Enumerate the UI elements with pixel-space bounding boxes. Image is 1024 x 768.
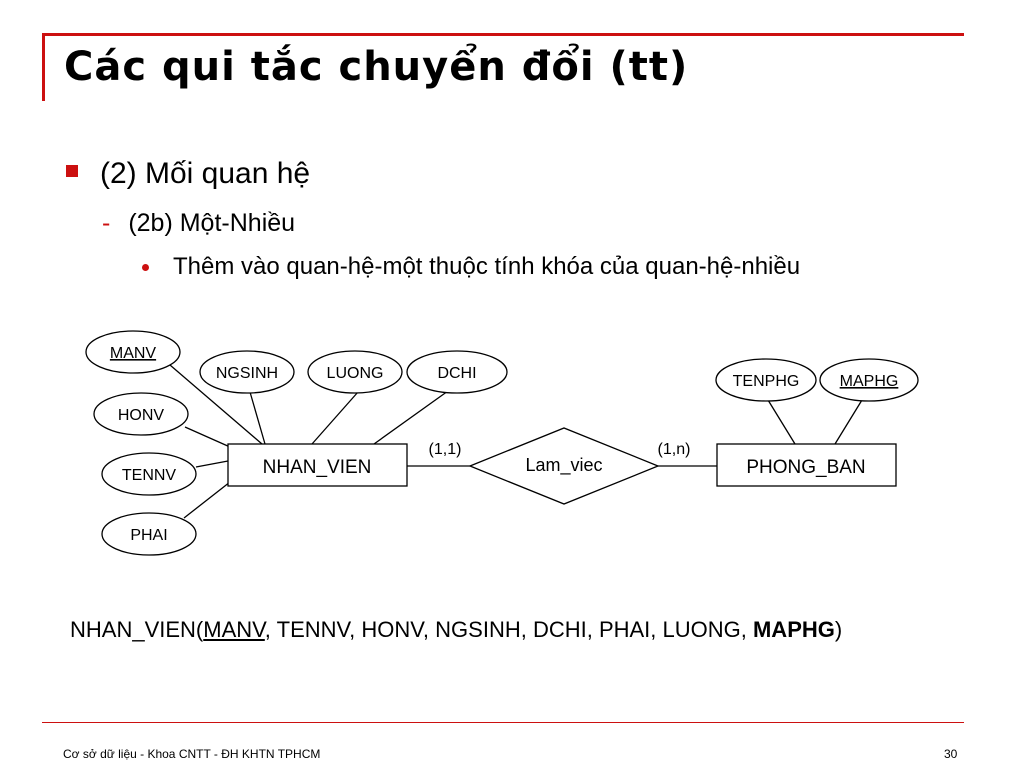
connector-luong bbox=[312, 392, 358, 444]
attribute-manv: MANV bbox=[109, 345, 157, 362]
schema-primary-key: MANV bbox=[203, 617, 265, 642]
cardinality-right: (1,n) bbox=[657, 441, 691, 458]
entity-phong-ban: PHONG_BAN bbox=[746, 457, 866, 478]
dash-bullet-icon: - bbox=[102, 209, 111, 237]
page-number: 30 bbox=[944, 747, 958, 761]
attribute-dchi: DCHI bbox=[437, 365, 477, 382]
bullet-level1-text: (2) Mối quan hệ bbox=[100, 157, 311, 190]
connector-phai bbox=[184, 482, 230, 518]
attribute-tennv: TENNV bbox=[121, 467, 177, 484]
schema-attributes: , TENNV, HONV, NGSINH, DCHI, PHAI, LUONG, bbox=[264, 617, 753, 642]
relation-schema bbox=[70, 617, 842, 643]
cardinality-left: (1,1) bbox=[428, 441, 462, 458]
attribute-ngsinh: NGSINH bbox=[215, 365, 279, 382]
connector-tennv bbox=[196, 461, 228, 467]
schema-foreign-key: MAPHG bbox=[752, 617, 835, 642]
footer-course: Cơ sở dữ liệu - Khoa CNTT - ĐH KHTN TPHCM bbox=[63, 747, 321, 761]
footer-divider bbox=[42, 722, 964, 723]
attribute-honv: HONV bbox=[117, 407, 165, 424]
entity-nhan-vien: NHAN_VIEN bbox=[262, 457, 372, 478]
attribute-luong: LUONG bbox=[326, 365, 384, 382]
bullet-level3-text: Thêm vào quan-hệ-một thuộc tính khóa của quan-hệ-nhiều bbox=[173, 253, 801, 280]
slide-title: Các qui tắc chuyển đổi (tt) bbox=[64, 44, 689, 90]
schema-suffix: ) bbox=[834, 617, 843, 642]
connector-tenphg bbox=[768, 400, 795, 444]
relationship-lam-viec: Lam_viec bbox=[525, 455, 603, 475]
connector-maphg bbox=[835, 400, 862, 444]
connector-honv bbox=[185, 427, 230, 447]
attribute-phai: PHAI bbox=[130, 527, 168, 544]
attribute-maphg: MAPHG bbox=[839, 373, 899, 390]
bullet-level2-text: (2b) Một-Nhiều bbox=[128, 209, 296, 237]
attribute-tenphg: TENPHG bbox=[732, 373, 800, 390]
connector-dchi bbox=[374, 391, 448, 444]
schema-prefix: NHAN_VIEN( bbox=[70, 617, 204, 642]
